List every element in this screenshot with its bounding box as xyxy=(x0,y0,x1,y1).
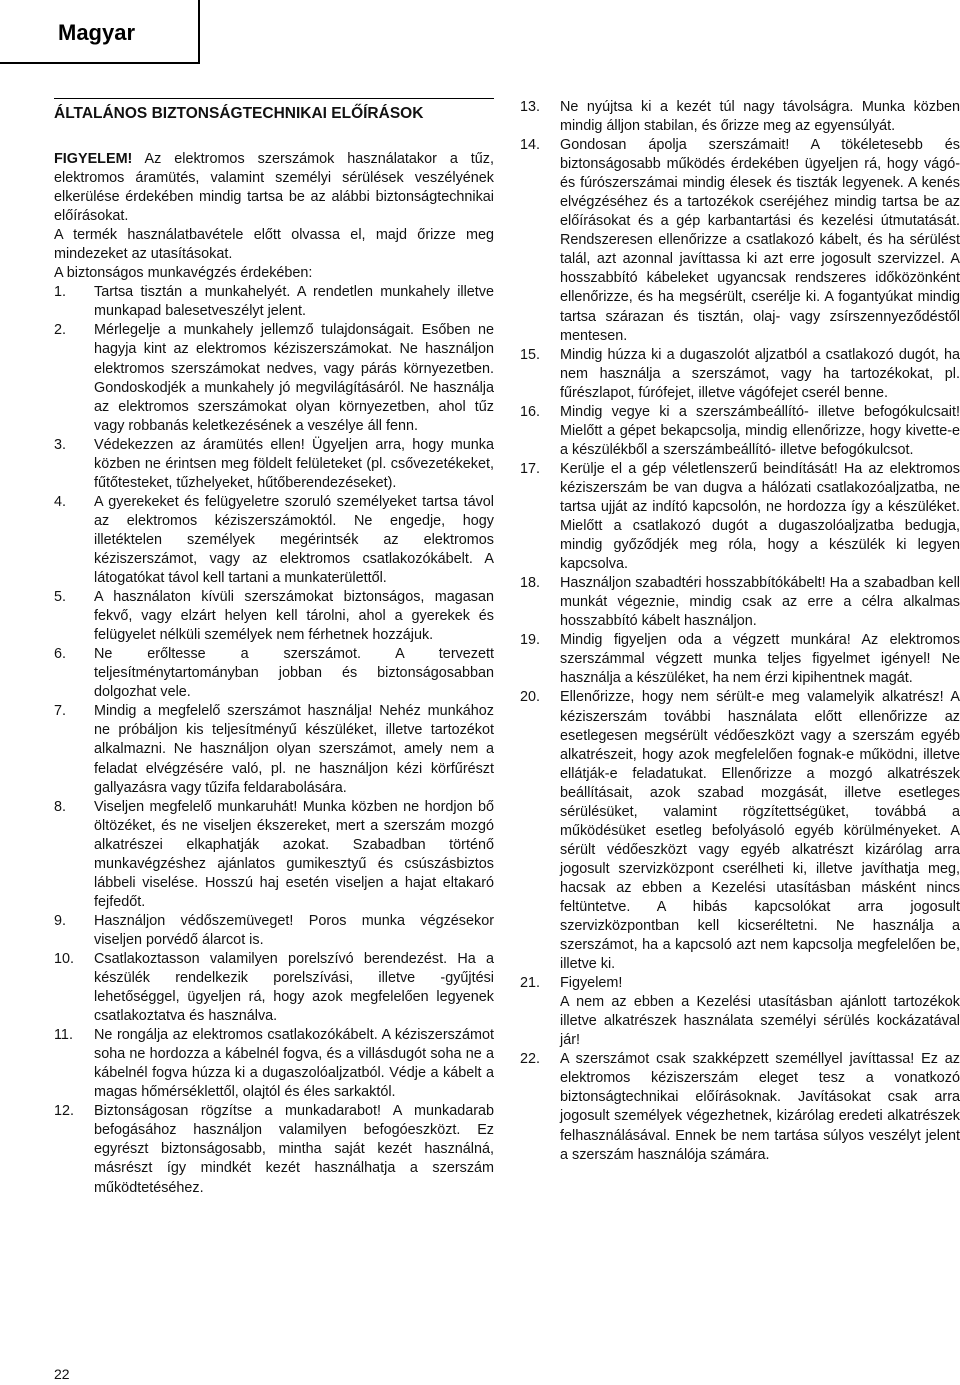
item-text: Ne rongálja az elektromos csatlakozókábelt. A kéziszerszámot soha ne hordozza a kábelnél fogva, és a villásdugót soha ne a kábelnél fogva húzza ki a dugaszolóaljzatból. Védje a kábelt a magas hőmérséklettől, olajtól és éles sarkaktól. xyxy=(94,1027,494,1101)
list-item xyxy=(520,403,960,460)
left-safety-list xyxy=(54,283,494,1197)
list-item xyxy=(520,974,960,1050)
list-item xyxy=(54,912,494,950)
heading-rule xyxy=(54,98,494,99)
item-number: 7. xyxy=(54,703,67,720)
left-column xyxy=(54,98,494,1198)
list-item xyxy=(520,460,960,574)
list-item xyxy=(54,1026,494,1102)
item-number: 2. xyxy=(54,322,67,339)
item-number: 12. xyxy=(54,1103,75,1120)
item-text: Mindig vegye ki a szerszámbeállító- illetve befogókulcsait! Mielőtt a gépet bekapcsolja, mindig ellenőrizze, hogy kivette-e a készülékből a szerszámbeállító- illetve befogókulcsot. xyxy=(560,403,960,458)
list-item xyxy=(54,645,494,702)
intro-text: Az elektromos szerszámok használatakor a tűz, elektromos áramütés, valamint személyi sérülések veszélyének elkerülése érdekében mindig tartsa be az alábbi biztonságtechnikai előírásokat. xyxy=(54,151,494,225)
section-heading: ÁLTALÁNOS BIZTONSÁGTECHNIKAI ELŐÍRÁSOK xyxy=(54,105,424,122)
warning-label: FIGYELEM! xyxy=(54,151,133,167)
right-safety-list xyxy=(520,98,960,1165)
item-number: 17. xyxy=(520,460,541,477)
item-text: Ellenőrizze, hogy nem sérült-e meg valamelyik alkatrész! A kéziszerszám további használata előtt ellenőrizze az esetlegesen megsérült védőeszközt vagy a szerszám egyéb alkatrészeit, hogy azok megfelelően fognak-e működni, illetve ellátják-e feladatukat. Ellenőrizze a mozgó alkatrészek beállításait, azok szabad mozgását, illetve esetleges sérülésüket, valamint rögzítettségüket, továbbá a működésüket esetleg befolyásoló egyéb körülményeket. A sérült védőeszközt vagy egyéb alkatrészt kizárólag arra jogosult szervizközpont cserélheti ki, illetve javíthatja meg, hacsak az ebben a Kezelési utasításban másként nincs feltüntetve. A hibás kapcsolókat arra jogosult szervizközpontban kell kicseréltetni. Ne használja a szerszámot, ha a kapcsoló azt nem kapcsolja megfelelően be, illetve ki. xyxy=(560,689,960,973)
item-number: 19. xyxy=(520,632,541,649)
list-item xyxy=(54,321,494,435)
item-number: 13. xyxy=(520,99,541,115)
item-number: 15. xyxy=(520,346,541,363)
list-item xyxy=(520,688,960,974)
item-text: Mindig húzza ki a dugaszolót aljzatból a csatlakozó dugót, ha nem használja a szerszámot, vagy ha tartozékokat, pl. fűrészlapot, fúrófejet, illetve vágófejet cserél benne. xyxy=(560,346,960,401)
item-number: 6. xyxy=(54,646,67,663)
item-text: Kerülje el a gép véletlenszerű beindítását! Ha az elektromos kéziszerszám be van dugva a hálózati csatlakozóaljzatba, ne tartsa ujját az indító kapcsolón, ne hordozza így a készüléket. Mielőtt a csatlakozó dugót a dugaszolóaljzatba bedugja, mindig győződjék meg róla, hogy a készülék ki legyen kapcsolva. xyxy=(560,460,960,573)
list-item xyxy=(54,493,494,588)
item-number: 3. xyxy=(54,436,67,453)
list-item xyxy=(54,702,494,797)
read-instructions-paragraph: A termék használatbavétele előtt olvassa el, majd őrizze meg mindezeket az utasításokat. xyxy=(54,227,494,263)
item-number: 9. xyxy=(54,912,67,929)
list-item xyxy=(54,798,494,912)
item-text: Viseljen megfelelő munkaruhát! Munka közben ne hordjon bő öltözéket, és ne viseljen ékszereket, mert a szerszám mozgó alkatrészei elkaphatják azokat. Szabadban történő munkavégzéshez ajánlatos gumikesztyű és csúszásbiztos lábbeli viselése. Hosszú haj esetén viseljen a hajat eltakaró fejfedőt. xyxy=(94,798,494,910)
item-number: 20. xyxy=(520,689,541,706)
language-label: Magyar xyxy=(58,20,136,45)
item-text: Figyelem! A nem az ebben a Kezelési utasításban ajánlott tartozékok illetve alkatrészek használata személyi sérülés kockázatával jár! xyxy=(560,975,960,1049)
item-number: 11. xyxy=(54,1027,73,1044)
list-item xyxy=(520,631,960,688)
item-number: 16. xyxy=(520,403,541,420)
item-text: A gyerekeket és felügyeletre szoruló személyeket tartsa távol az elektromos kéziszerszámoktól. Ne engedje, hogy illetéktelen személyek megérintsék az elektromos kéziszerszámot, vagy az elektromos csatlakozókábelt. A látogatókat távol kell tartani a munkaterülettől. xyxy=(94,493,494,587)
item-text: Mindig a megfelelő szerszámot használja! Nehéz munkához ne próbáljon kis teljesítményű készüléket, illetve tartozékot alkalmazni. Ne használjon olyan szerszámot, amely nem a feladat elvégzésére való, pl. ne használjon kézi körfűrészt gallyazásra vagy tűzifa feldarabolására. xyxy=(94,703,494,796)
list-item xyxy=(54,1102,494,1197)
list-item xyxy=(520,98,960,136)
item-text: A használaton kívüli szerszámokat biztonságos, magasan fekvő, vagy elzárt helyen kell tárolni, ahol a gyerekek és felügyelet nélküli személyek nem férhetnek hozzájuk. xyxy=(94,589,494,644)
list-item xyxy=(520,136,960,346)
list-item xyxy=(54,950,494,1026)
item-number: 18. xyxy=(520,575,541,592)
item-text: Használjon szabadtéri hosszabbítókábelt! Ha a szabadban kell munkát végeznie, mindig csak az erre a célra alkalmas hosszabbító kábelt használjon. xyxy=(560,575,960,630)
item-text: Ne erőltesse a szerszámot. A tervezett teljesítménytartományban jobban és biztonságosabban dolgozhat vele. xyxy=(94,646,494,701)
item-text: Gondosan ápolja szerszámait! A tökéletesebb és biztonságosabb működés érdekében ügyeljen rá, hogy vágó- és fúrószerszámai mindig élesek és tiszták legyenek. A kenés elvégzéséhez és a tartozékok cseréjéhez mindig tartsa be az előírásokat és a gép karbantartási és kezelési útmutatását. Rendszeresen ellenőrizze a csatlakozó kábelt, és ha sérülést talál, azt azonnal javíttassa ki azt erre jogosult szervizzel. A hosszabbító kábeleket ugyancsak rendszeres időközönként ellenőrizze, és ha megsérült, cserélje ki. A fogantyúkat mindig tartsa szárazan és tisztán, olaj- vagy zsírszennyeződéstől mentesen. xyxy=(560,137,960,344)
list-item xyxy=(54,588,494,645)
list-item xyxy=(54,436,494,493)
item-text: Ne nyújtsa ki a kezét túl nagy távolságra. Munka közben mindig álljon stabilan, és őrizze meg az egyensúlyát. xyxy=(560,99,960,135)
item-number: 14. xyxy=(520,137,541,154)
item-number: 22. xyxy=(520,1051,541,1068)
item-text: Mérlegelje a munkahely jellemző tulajdonságait. Esőben ne hagyja kint az elektromos kéziszerszámokat. Ne használjon elektromos szerszámokat nedves, vagy párás környezetben. Gondoskodjék a munkahely jó megvilágításáról. Ne használja az elektromos szerszámokat olyan környezetben, ahol tűz vagy robbanás keletkezésének a veszélye áll fenn. xyxy=(94,322,494,434)
language-tab xyxy=(0,0,200,64)
item-text: A szerszámot csak szakképzett személlyel javíttassa! Ez az elektromos kéziszerszám eleget tesz a vonatkozó biztonságtechnikai előírásoknak. Javításokat csak arra jogosult személyek végezhetnek, kizárólag eredeti alkatrészek felhasználásával. Ennek be nem tartása súlyos veszélyt jelent a szerszám használója számára. xyxy=(560,1051,960,1163)
list-item xyxy=(520,574,960,631)
item-number: 4. xyxy=(54,493,67,510)
item-text: Tartsa tisztán a munkahelyét. A rendetlen munkahely illetve munkapad balesetveszélyt jelent. xyxy=(94,284,494,320)
item-number: 8. xyxy=(54,798,67,815)
list-item xyxy=(54,283,494,321)
right-column xyxy=(520,98,960,1165)
list-item xyxy=(520,1050,960,1164)
item-text: Használjon védőszemüveget! Poros munka végzésekor viseljen porvédő álarcot is. xyxy=(94,912,494,948)
item-number: 10. xyxy=(54,950,75,967)
item-text: Védekezzen az áramütés ellen! Ügyeljen arra, hogy munka közben ne érintsen meg földelt felületeket (pl. csővezetékeket, fűtőtesteket, tűzhelyeket, hűtőberendezéseket). xyxy=(94,436,494,491)
list-item xyxy=(520,346,960,403)
page-number: 22 xyxy=(54,1366,70,1382)
item-number: 21. xyxy=(520,975,541,992)
intro-paragraph xyxy=(54,150,494,226)
item-text: Mindig figyeljen oda a végzett munkára! Az elektromos szerszámmal végzett munka teljes figyelmet igényel! Ne használja a készüléket, ha nem érzi kipihentnek magát. xyxy=(560,632,960,687)
safe-work-paragraph: A biztonságos munkavégzés érdekében: xyxy=(54,265,313,282)
item-text: Csatlakoztasson valamilyen porelszívó berendezést. Ha a készülék rendelkezik porelszívási, illetve -gyűjtési lehetőséggel, ügyeljen rá, hogy azok megfelelően legyenek csatlakoztatva és használva. xyxy=(94,950,494,1025)
item-text: Biztonságosan rögzítse a munkadarabot! A munkadarab befogásához használjon valamilyen befogóeszközt. Ez egyrészt biztonságosabb, mintha saját kezét használná, másrészt így mindkét kezét használhatja a szerszám működtetéséhez. xyxy=(94,1103,494,1196)
item-number: 5. xyxy=(54,589,67,606)
item-number: 1. xyxy=(54,284,67,301)
